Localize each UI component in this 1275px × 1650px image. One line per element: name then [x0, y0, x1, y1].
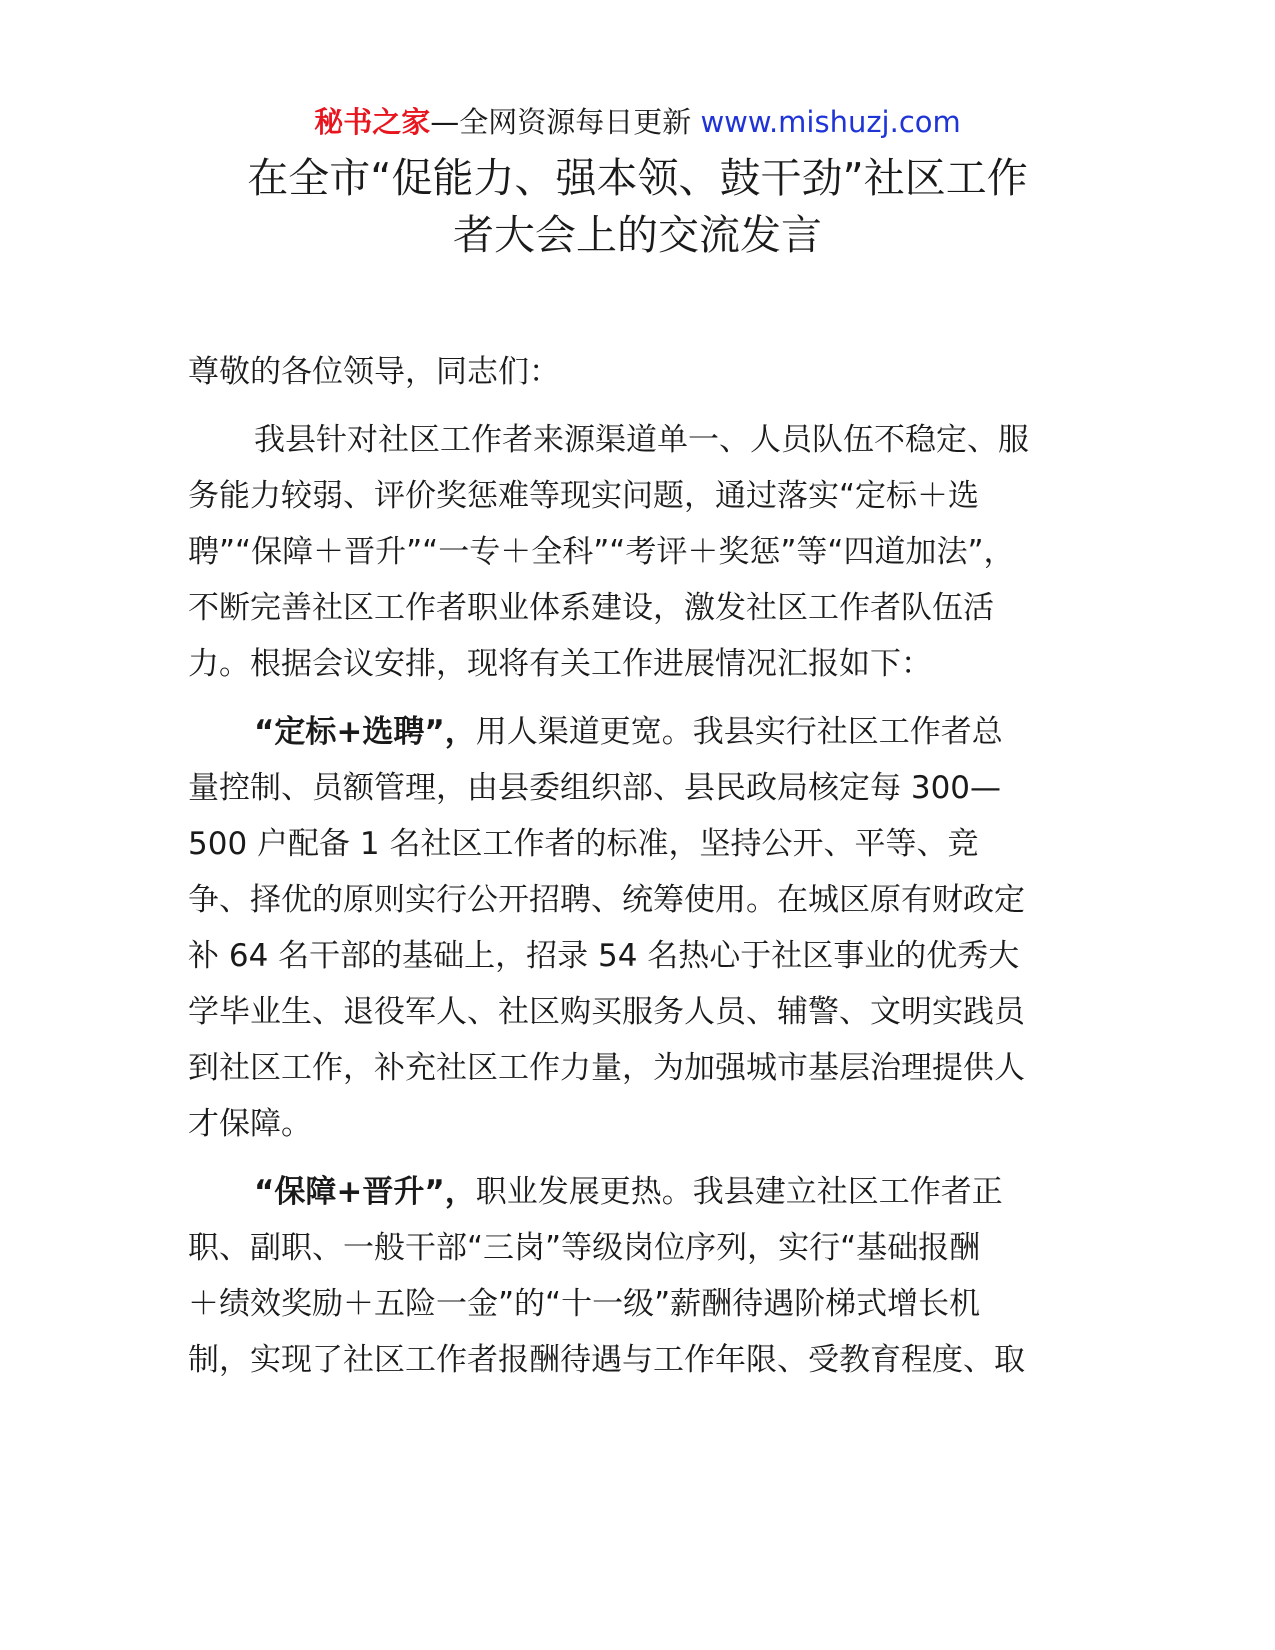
paragraph-line: 聘”“保障＋晋升”“一专＋全科”“考评＋奖惩”等“四道加法”，: [188, 534, 1015, 570]
paragraph-line: 学毕业生、退役军人、社区购买服务人员、辅警、文明实践员: [188, 994, 1025, 1030]
paragraph-line: 不断完善社区工作者职业体系建设，激发社区工作者队伍活: [188, 590, 994, 626]
paragraph-line: 量控制、员额管理，由县委组织部、县民政局核定每 300—: [188, 770, 1002, 806]
paragraph-line: 才保障。: [188, 1106, 312, 1142]
paragraph-line: 补 64 名干部的基础上，招录 54 名热心于社区事业的优秀大: [188, 938, 1020, 974]
header-slogan: —全网资源每日更新: [430, 105, 692, 139]
paragraph-line: 职、副职、一般干部“三岗”等级岗位序列，实行“基础报酬: [188, 1230, 981, 1266]
paragraph-line: 500 户配备 1 名社区工作者的标准，坚持公开、平等、竞: [188, 826, 979, 862]
paragraph-line: 力。根据会议安排，现将有关工作进展情况汇报如下：: [188, 646, 932, 682]
website-link[interactable]: www.mishuzj.com: [700, 105, 961, 139]
paragraph-1: [188, 412, 1088, 692]
brand-name: 秘书之家: [314, 105, 431, 139]
section-heading: “保障+晋升”，: [254, 1174, 476, 1210]
paragraph-3: [188, 1164, 1088, 1388]
section-heading: “定标+选聘”，: [254, 714, 476, 750]
document-body: [188, 344, 1088, 1388]
title-line-2: 者大会上的交流发言: [453, 211, 822, 259]
paragraph-line: 务能力较弱、评价奖惩难等现实问题，通过落实“定标＋选: [188, 478, 980, 514]
paragraph-line: 争、择优的原则实行公开招聘、统筹使用。在城区原有财政定: [188, 882, 1025, 918]
paragraph-line: 到社区工作，补充社区工作力量，为加强城市基层治理提供人: [188, 1050, 1025, 1086]
paragraph-line: 我县针对社区工作者来源渠道单一、人员队伍不稳定、服: [254, 422, 1029, 458]
paragraph-line-rest: 职业发展更热。我县建立社区工作者正: [475, 1174, 1003, 1210]
paragraph-first-line: [188, 1164, 1088, 1220]
paragraph-first-line: [188, 704, 1088, 760]
header-banner: [0, 100, 1275, 144]
paragraph-line: ＋绩效奖励＋五险一金”的“十一级”薪酬待遇阶梯式增长机: [188, 1286, 981, 1322]
document-title: [150, 150, 1125, 264]
paragraph-line: 制，实现了社区工作者报酬待遇与工作年限、受教育程度、取: [188, 1342, 1025, 1378]
title-line-1: 在全市“促能力、强本领、鼓干劲”社区工作: [247, 154, 1028, 202]
salutation: 尊敬的各位领导，同志们：: [188, 354, 560, 390]
paragraph-line-rest: 用人渠道更宽。我县实行社区工作者总: [475, 714, 1003, 750]
paragraph-2: [188, 704, 1088, 1152]
